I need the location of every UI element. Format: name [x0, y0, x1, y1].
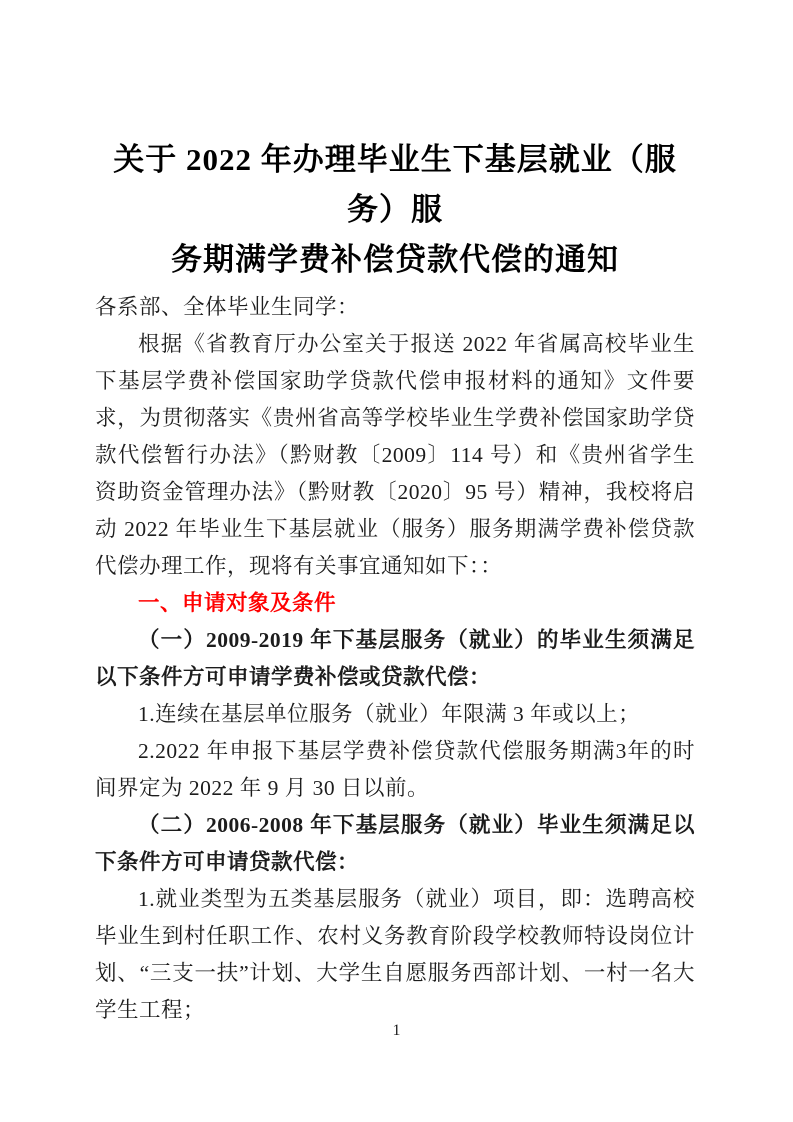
section-1-heading: 一、申请对象及条件	[138, 591, 337, 615]
salutation: 各系部、全体毕业生同学：	[95, 295, 360, 319]
document-title-line-2: 务期满学费补偿贷款代偿的通知	[171, 242, 619, 277]
intro-paragraph: 根据《省教育厅办公室关于报送 2022 年省属高校毕业生下基层学费补偿国家助学贷款代偿申报材料的通知》文件要求，为贯彻落实《贵州省高等学校毕业生学费补偿国家助学贷款代偿暂行办法》（黔财教〔2009〕114 号）和《贵州省学生资助资金管理办法》（黔财教〔2020〕95 号）精神，我校将启动 2022 年毕业生下基层就业（服务）服务期满学费补偿贷款代偿办理工作，现将有关事宜通知如下：：	[95, 332, 695, 578]
section-1-sub-2-item-1: 1.就业类型为五类基层服务（就业）项目，即：选聘高校毕业生到村任职工作、农村义务教育阶段学校教师特设岗位计划、“三支一扶”计划、大学生自愿服务西部计划、一村一名大学生工程；	[95, 887, 695, 1022]
document-body	[95, 289, 695, 1029]
section-1-sub-1-item-2: 2.2022 年申报下基层学费补偿贷款代偿服务期满3年的时间界定为 2022 年 9 月 30 日以前。	[95, 739, 695, 800]
section-1-sub-2-heading: （二）2006-2008 年下基层服务（就业）毕业生须满足以下条件方可申请贷款代偿：	[95, 813, 695, 874]
document-title-line-1: 关于 2022 年办理毕业生下基层就业（服务）服	[113, 142, 677, 227]
document-title	[95, 135, 695, 285]
page-number: 1	[392, 1022, 401, 1039]
section-1-sub-1-heading: （一）2009-2019 年下基层服务（就业）的毕业生须满足以下条件方可申请学费补偿或贷款代偿：	[95, 628, 695, 689]
section-1-sub-1-item-1: 1.连续在基层单位服务（就业）年限满 3 年或以上；	[138, 702, 641, 726]
